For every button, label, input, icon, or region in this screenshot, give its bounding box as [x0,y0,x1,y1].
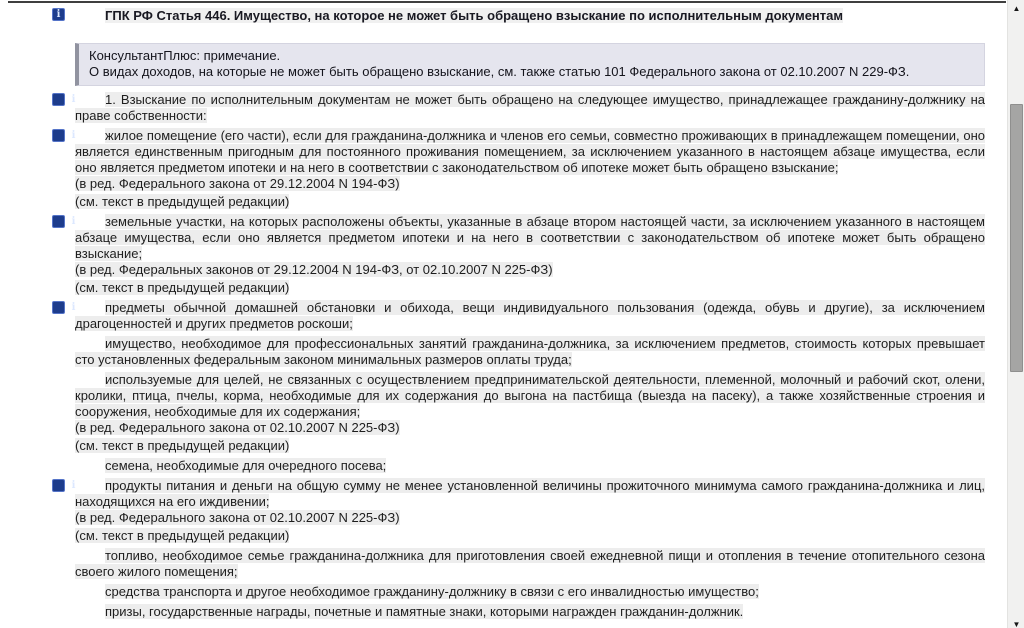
info-icon[interactable]: i [52,93,65,106]
paragraph [71,214,985,262]
scrollbar-thumb[interactable] [1010,104,1023,372]
info-icon[interactable]: i [52,301,65,314]
amendment-note [75,438,985,454]
consultant-note-box [75,43,985,86]
paragraph-text: используемые для целей, не связанных с осуществлением предпринимательской деятельности, племенной, молочный и рабочий скот, олени, кролики, птица, пчелы, корма, необходимые для их содержания до выгона на пастбища (выезда на пасеку), а также хозяйственные строения и сооружения, необходимые для их содержания; [75,372,985,419]
paragraph [75,372,985,420]
paragraph [75,336,985,368]
info-icon[interactable]: i [52,8,65,21]
scroll-up-button[interactable]: ▲ [1012,3,1021,13]
paragraph-text: 1. Взыскание по исполнительным документам не может быть обращено на следующее имущество, принадлежащее гражданину-должнику на праве собственности: [75,92,985,123]
document-content [56,8,985,620]
amendment-note [75,510,985,526]
paragraph [71,128,985,176]
scroll-down-button[interactable]: ▼ [1012,619,1021,628]
info-icon[interactable]: i [52,479,65,492]
paragraph-text: имущество, необходимое для профессиональных занятий гражданина-должника, за исключением предметов, стоимость которых превышает сто установленных федеральным законом минимальных размеров оплаты труда; [75,336,985,367]
amendment-note [75,262,985,278]
paragraph-text: жилое помещение (его части), если для гражданина-должника и членов его семьи, совместно проживающих в принадлежащем помещении, оно является единственным пригодным для постоянного проживания помещением, за исключением указанного в настоящем абзаце имущества, если оно является предметом ипотеки и на него в соответствии с законодательством об ипотеке может быть обращено взыскание; [75,128,985,175]
see-previous-version-link[interactable]: (см. текст в предыдущей редакции) [75,194,290,209]
note-text: О видах доходов, на которые не может быть обращено взыскание, см. также статью 101 Федерального закона от 02.10.2007 N 229-ФЗ. [89,64,910,79]
paragraph [75,584,985,600]
amendment-text: (в ред. Федерального закона от 29.12.2004 N 194-ФЗ) [75,176,400,191]
paragraph [75,548,985,580]
amendment-note [75,528,985,544]
paragraph [71,478,985,510]
see-previous-version-link[interactable]: (см. текст в предыдущей редакции) [75,280,290,295]
amendment-note [75,280,985,296]
note-heading: КонсультантПлюс: примечание. [89,48,281,63]
info-icon[interactable]: i [52,129,65,142]
top-divider [8,1,1006,3]
article-title: ГПК РФ Статья 446. Имущество, на которое не может быть обращено взыскание по исполнительным документам [105,8,843,23]
see-previous-version-link[interactable]: (см. текст в предыдущей редакции) [75,438,290,453]
vertical-scrollbar[interactable] [1007,0,1024,628]
see-previous-version-link[interactable]: (см. текст в предыдущей редакции) [75,528,290,543]
paragraph [71,300,985,332]
amendment-note [75,194,985,210]
amendment-note [75,176,985,192]
amendment-note [75,420,985,436]
article-title-row [56,8,985,24]
amendment-text: (в ред. Федерального закона от 02.10.2007 N 225-ФЗ) [75,510,400,525]
paragraph-text: предметы обычной домашней обстановки и обихода, вещи индивидуального пользования (одежда, обувь и другие), за исключением драгоценностей и других предметов роскоши; [75,300,985,331]
paragraph-text: земельные участки, на которых расположены объекты, указанные в абзаце втором настоящей части, за исключением указанного в настоящем абзаце имущества, если оно является предметом ипотеки и на него в соответствии с законодательством об ипотеке может быть обращено взыскание; [75,214,985,261]
paragraph-text: семена, необходимые для очередного посева; [105,458,387,473]
paragraph-text: призы, государственные награды, почетные и памятные знаки, которыми награжден гражданин-должник. [105,604,744,619]
info-icon[interactable]: i [52,215,65,228]
paragraph [75,458,985,474]
paragraph-text: продукты питания и деньги на общую сумму не менее установленной величины прожиточного минимума самого гражданина-должника и лиц, находящихся на его иждивении; [75,478,985,509]
paragraph-text: средства транспорта и другое необходимое гражданину-должнику в связи с его инвалидностью имущество; [105,584,759,599]
amendment-text: (в ред. Федеральных законов от 29.12.2004 N 194-ФЗ, от 02.10.2007 N 225-ФЗ) [75,262,553,277]
paragraph [75,604,985,620]
paragraph [71,92,985,124]
amendment-text: (в ред. Федерального закона от 02.10.2007 N 225-ФЗ) [75,420,400,435]
paragraph-text: топливо, необходимое семье гражданина-должника для приготовления своей ежедневной пищи и отопления в течение отопительного сезона своего жилого помещения; [75,548,985,579]
